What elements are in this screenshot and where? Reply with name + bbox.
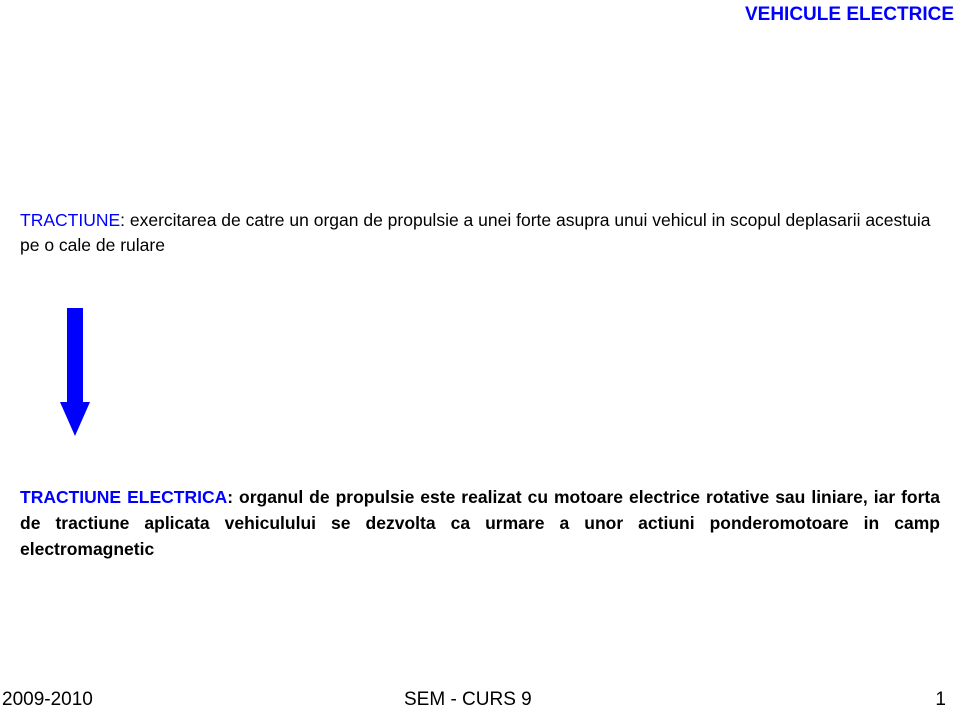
- tractiune-electrica-definition: [20, 484, 940, 562]
- footer-page-number: 1: [935, 689, 946, 710]
- footer: [0, 685, 960, 711]
- down-arrow-icon: [60, 308, 90, 436]
- footer-course: SEM - CURS 9: [404, 689, 532, 710]
- electric-text: organul de propulsie este realizat cu motoare electrice rotative sau liniare, iar forta de tractiune aplicata vehiculului se dezvolta ca urmare a unor actiuni ponderomotoare in camp electromagnetic: [20, 487, 940, 559]
- definition-text: exercitarea de catre un organ de propulsie a unei forte asupra unui vehicul in scopul deplasarii acestuia pe o cale de rulare: [20, 210, 931, 255]
- footer-year: 2009-2010: [2, 689, 93, 710]
- header-title: VEHICULE ELECTRICE: [744, 4, 954, 25]
- electric-term: TRACTIUNE ELECTRICA: [20, 487, 228, 507]
- definition-term: TRACTIUNE: [20, 210, 121, 230]
- electric-separator: :: [227, 487, 240, 507]
- tractiune-definition: [20, 208, 950, 258]
- definition-separator: :: [120, 210, 130, 230]
